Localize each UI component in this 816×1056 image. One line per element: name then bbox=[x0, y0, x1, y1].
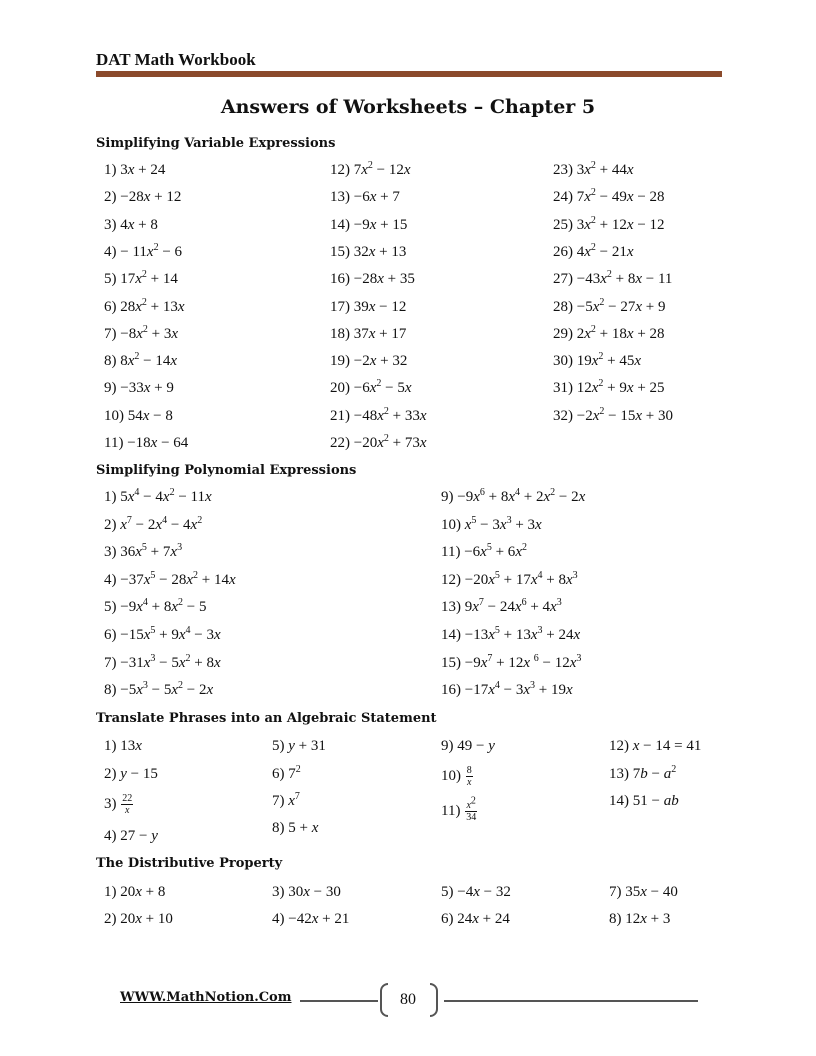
variable-answer-19: 19) −2x + 32 bbox=[330, 353, 408, 370]
section-title-translate: Translate Phrases into an Algebraic Statement bbox=[96, 711, 437, 726]
polynomial-answer-14: $14) -13x^5 + 13x^3 + 24x$ bbox=[441, 625, 581, 643]
variable-answer-29: 29) $2x^2 + 18x + 28$ bbox=[553, 323, 665, 342]
translate-answer-13: 13) $7b - a^2$ bbox=[609, 764, 677, 782]
polynomial-answer-1: 1) $5x^4 - 4x^2 - 11x$ bbox=[104, 487, 212, 505]
variable-answer-23: 23) $3x^2 + 44x$ bbox=[553, 160, 634, 178]
polynomial-answer-3: 3) $36x^5 + 7x^3$ bbox=[104, 542, 183, 561]
variable-answer-15: 15) 32x + 13 bbox=[330, 243, 407, 260]
translate-answer-12: 12) x − 14 = 41 bbox=[609, 738, 702, 754]
polynomial-answer-9: $9) -9x^6 + 8x^4 + 2x^2 - 2x$ bbox=[441, 487, 586, 505]
polynomial-answer-10: 10) $x^5 - 3x^3 + 3x$ bbox=[441, 514, 542, 533]
variable-answer-21: $21) -48x^2 + 33x$ bbox=[330, 405, 427, 424]
polynomial-answer-11: $11) -6x^5 + 6x^2$ bbox=[441, 542, 527, 561]
polynomial-answer-16: $16) -17x^4 - 3x^3 + 19x$ bbox=[441, 680, 573, 699]
page-title: Answers of Worksheets – Chapter 5 bbox=[220, 96, 596, 118]
polynomial-answer-4: $4) -37x^5 - 28x^2 + 14x$ bbox=[104, 569, 236, 588]
page-brace-right bbox=[430, 983, 438, 1017]
section-title-variable: Simplifying Variable Expressions bbox=[96, 136, 336, 151]
polynomial-answer-12: $12) -20x^5 + 17x^4 + 8x^3$ bbox=[441, 569, 578, 588]
polynomial-answer-6: $6) -15x^5 + 9x^4 - 3x$ bbox=[104, 625, 221, 643]
variable-answer-1: 1) 3x + 24 bbox=[104, 162, 166, 178]
section-title-polynomial: Simplifying Polynomial Expressions bbox=[96, 463, 357, 478]
variable-answer-26: 26) $4x^2 - 21x$ bbox=[553, 241, 634, 260]
variable-answer-28: $28) -5x^2 - 27x + 9$ bbox=[553, 296, 666, 315]
translate-answer-4: 4) 27 − y bbox=[104, 828, 158, 844]
translate-answer-3: 3) $\frac{22}{x}$ bbox=[104, 793, 133, 816]
header-rule bbox=[96, 71, 722, 77]
variable-answer-10: 10) 54x − 8 bbox=[104, 407, 173, 424]
variable-answer-20: $20) -6x^2 - 5x$ bbox=[330, 378, 412, 397]
translate-answer-7: 7) $x^7$ bbox=[272, 791, 300, 809]
variable-answer-32: $32) -2x^2 - 15x + 30$ bbox=[553, 405, 673, 424]
variable-answer-2: 2) −28x + 12 bbox=[104, 189, 182, 206]
distributive-answer-2: 2) 20x + 10 bbox=[104, 911, 173, 927]
variable-answer-11: 11) −18x − 64 bbox=[104, 435, 189, 451]
translate-answer-14: 14) 51 − ab bbox=[609, 793, 679, 809]
footer-rule-right bbox=[444, 1000, 698, 1002]
page-number: 80 bbox=[400, 991, 416, 1008]
translate-answer-10: 10) $\frac{8}{x}$ bbox=[441, 765, 472, 788]
distributive-answer-8: 8) 12x + 3 bbox=[609, 911, 671, 927]
polynomial-answer-5: $5) -9x^4 + 8x^2 - 5$ bbox=[104, 597, 207, 616]
distributive-answer-3: 3) 30x − 30 bbox=[272, 884, 341, 900]
variable-answer-5: 5) $17x^2 + 14$ bbox=[104, 269, 178, 288]
variable-answer-27: $27) -43x^2 + 8x - 11$ bbox=[553, 269, 673, 288]
distributive-answer-6: 6) 24x + 24 bbox=[441, 911, 510, 927]
translate-answer-2: 2) y − 15 bbox=[104, 766, 158, 782]
variable-answer-8: 8) $8x^2 - 14x$ bbox=[104, 351, 178, 370]
polynomial-answer-15: $15) -9x^7 + 12x$ $^6 - 12x^3$ bbox=[441, 652, 582, 671]
translate-answer-8: 8) 5 + x bbox=[272, 820, 319, 836]
distributive-answer-5: 5) −4x − 32 bbox=[441, 884, 511, 900]
translate-answer-6: 6) $7^2$ bbox=[272, 764, 301, 782]
variable-answer-31: 31) $12x^2 + 9x + 25$ bbox=[553, 378, 665, 397]
distributive-answer-7: 7) 35x − 40 bbox=[609, 884, 678, 900]
variable-answer-25: 25) $3x^2 + 12x - 12$ bbox=[553, 214, 665, 233]
workbook-title: DAT Math Workbook bbox=[96, 50, 256, 69]
variable-answer-17: 17) 39x − 12 bbox=[330, 298, 407, 315]
variable-answer-22: $22) -20x^2 + 73x$ bbox=[330, 433, 427, 451]
translate-answer-11: 11) $\frac{x^2}{34}$ bbox=[441, 795, 477, 823]
variable-answer-4: $4) - 11x^2 - 6$ bbox=[104, 241, 183, 260]
section-title-distributive: The Distributive Property bbox=[96, 856, 283, 871]
translate-answer-5: 5) y + 31 bbox=[272, 738, 326, 754]
variable-answer-13: 13) −6x + 7 bbox=[330, 189, 400, 206]
variable-answer-6: 6) $28x^2 + 13x$ bbox=[104, 296, 185, 315]
variable-answer-3: 3) 4x + 8 bbox=[104, 216, 158, 233]
variable-answer-7: $7) -8x^2 + 3x$ bbox=[104, 323, 179, 342]
distributive-answer-4: 4) −42x + 21 bbox=[272, 911, 350, 927]
footer-rule-left bbox=[300, 1000, 378, 1002]
variable-answer-12: 12) $7x^2 - 12x$ bbox=[330, 160, 411, 178]
polynomial-answer-7: $7) -31x^3 - 5x^2 + 8x$ bbox=[104, 652, 221, 671]
variable-answer-18: 18) 37x + 17 bbox=[330, 325, 407, 342]
translate-answer-1: 1) 13x bbox=[104, 738, 142, 754]
variable-answer-14: 14) −9x + 15 bbox=[330, 216, 408, 233]
polynomial-answer-8: $8) -5x^3 - 5x^2 - 2x$ bbox=[104, 680, 214, 699]
translate-answer-9: 9) 49 − y bbox=[441, 738, 495, 754]
polynomial-answer-2: 2) $x^7 - 2x^4 - 4x^2$ bbox=[104, 514, 203, 533]
variable-answer-16: 16) −28x + 35 bbox=[330, 271, 415, 288]
footer-url[interactable]: WWW.MathNotion.Com bbox=[120, 990, 292, 1005]
polynomial-answer-13: 13) $9x^7 - 24x^6 + 4x^3$ bbox=[441, 597, 562, 616]
variable-answer-30: 30) $19x^2 + 45x$ bbox=[553, 351, 642, 370]
variable-answer-24: 24) $7x^2 - 49x - 28$ bbox=[553, 187, 665, 206]
variable-answer-9: 9) −33x + 9 bbox=[104, 380, 174, 397]
distributive-answer-1: 1) 20x + 8 bbox=[104, 884, 166, 900]
